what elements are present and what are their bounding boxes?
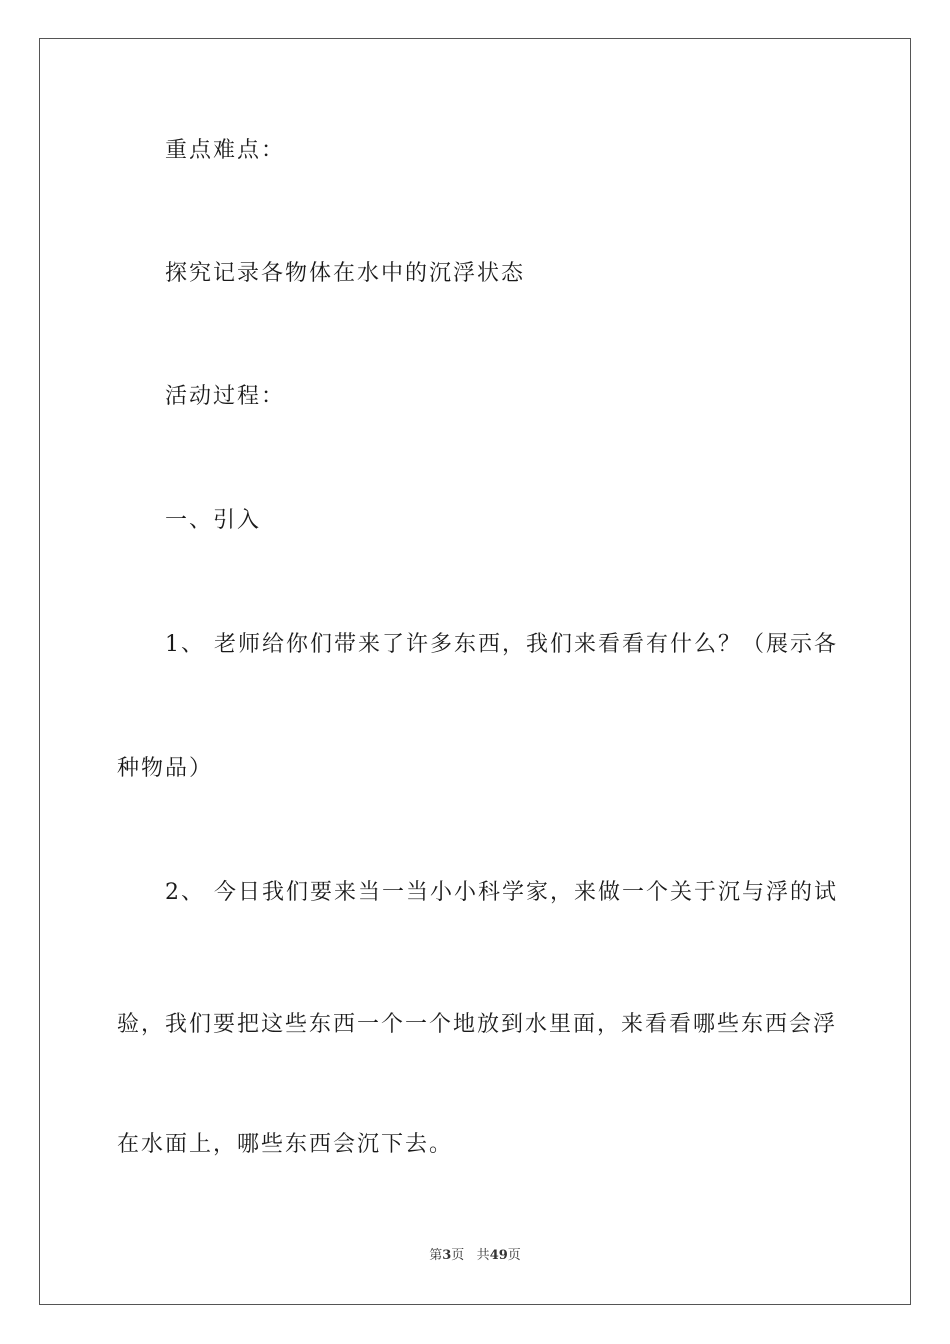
paragraph-item-1-line-1: 1、 老师给你们带来了许多东西，我们来看看有什么？（展示各 bbox=[165, 632, 838, 657]
footer-page-suffix: 页 bbox=[451, 1248, 465, 1263]
footer-total-prefix: 共 bbox=[476, 1248, 490, 1263]
paragraph-item-2-line-2: 验，我们要把这些东西一个一个地放到水里面，来看看哪些东西会浮 bbox=[117, 1012, 838, 1037]
footer-total-pages: 49 bbox=[489, 1248, 508, 1263]
page-footer bbox=[0, 1247, 950, 1265]
heading-key-difficulties: 重点难点： bbox=[165, 138, 286, 163]
page-border bbox=[39, 38, 911, 1305]
footer-page-number: 3 bbox=[442, 1248, 452, 1263]
paragraph-key-difficulties-content: 探究记录各物体在水中的沉浮状态 bbox=[165, 261, 526, 286]
heading-activity-process: 活动过程： bbox=[165, 384, 286, 409]
heading-section-introduction: 一、引入 bbox=[165, 508, 262, 533]
paragraph-item-1-line-2: 种物品） bbox=[117, 756, 214, 781]
paragraph-item-2-line-1: 2、 今日我们要来当一当小小科学家，来做一个关于沉与浮的试 bbox=[165, 880, 838, 905]
footer-page-prefix: 第 bbox=[429, 1248, 443, 1263]
paragraph-item-2-line-3: 在水面上，哪些东西会沉下去。 bbox=[117, 1132, 454, 1157]
footer-total-suffix: 页 bbox=[507, 1248, 521, 1263]
